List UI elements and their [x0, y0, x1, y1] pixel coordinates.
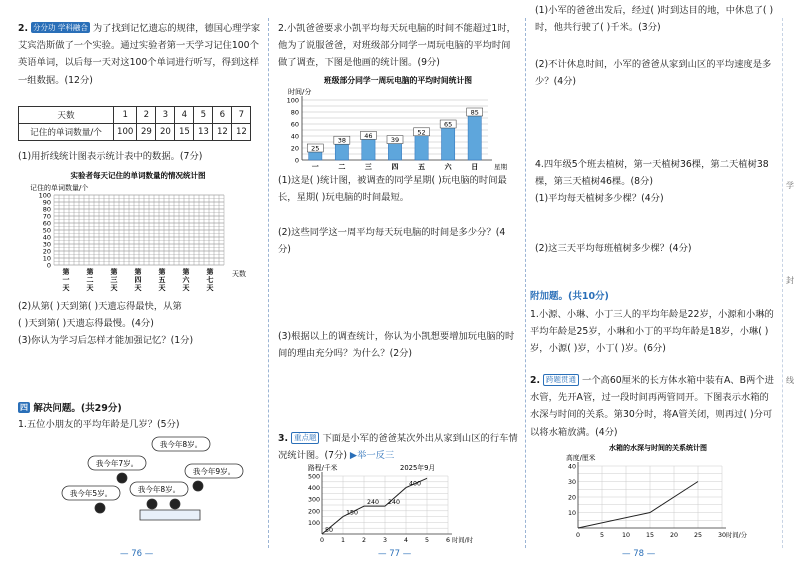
grid-y-tick: 0	[46, 261, 51, 270]
grid-x-tick: 天	[206, 284, 214, 292]
binding-char: 封	[786, 276, 794, 285]
children-illustration	[60, 434, 250, 524]
y-tick-label: 0	[294, 156, 299, 165]
bar	[468, 109, 481, 160]
table-cell: 7	[232, 107, 251, 124]
grid-y-tick: 80	[42, 205, 51, 214]
page-number: — 78 —	[622, 549, 656, 559]
x-tick-label: 6	[445, 537, 451, 544]
grid-x-ticks	[63, 267, 214, 292]
question-text: 下面是小军的爸爸某次外出从家到山区的行车情况统计图。(7分)	[278, 433, 518, 462]
x-tick-label: 3	[382, 537, 388, 544]
table-cell: 20	[156, 124, 175, 141]
speech-bubble: 我今年8岁。	[159, 440, 203, 449]
page-number: — 77 —	[378, 549, 412, 559]
grid-x-tick: 一	[62, 276, 70, 284]
x-tick-label: 30	[717, 532, 727, 539]
blank-line-grid	[18, 168, 263, 293]
table-cell: 5	[194, 107, 213, 124]
x-tick-label: 二	[338, 163, 346, 171]
x-axis-label: 星期	[494, 163, 507, 171]
x-tick-label: 1	[340, 537, 346, 544]
grid-y-label: 记住的单词数量/个	[30, 184, 89, 192]
grid-y-ticks	[39, 192, 51, 270]
y-tick-label: 40	[567, 463, 576, 471]
x-tick-label: 一	[311, 163, 319, 171]
subquestion-2-2	[18, 298, 263, 332]
question-2-left	[18, 20, 263, 89]
section-icon: 四	[20, 403, 28, 412]
binding-char: 线	[786, 376, 794, 385]
y-tick-label: 20	[290, 144, 299, 153]
question-number: 3.	[278, 433, 289, 444]
x-tick-label: 25	[693, 532, 703, 539]
chart-title: 2025年9月	[400, 464, 436, 472]
page-number: — 76 —	[120, 549, 154, 559]
data-label: 50	[325, 527, 334, 534]
y-tick-label: 30	[567, 479, 576, 486]
y-tick-label: 300	[307, 496, 320, 504]
column-divider	[525, 18, 526, 548]
y-tick-label: 500	[307, 473, 320, 481]
x-axis-label: 时间/时	[452, 537, 474, 544]
y-tick-label: 20	[567, 494, 576, 502]
grid-x-tick: 二	[86, 276, 94, 284]
bonus-question-1: 1.小源、小琳、小丁三人的平均年龄是22岁，小源和小琳的平均年龄是25岁，小琳和小丁的平均年龄是18岁，小琳( )岁，小源( )岁，小丁( )岁。(6分)	[530, 309, 774, 355]
data-label: 25	[311, 144, 320, 153]
grid-x-tick: 天	[62, 284, 70, 292]
table-cell: 12	[213, 124, 232, 141]
grid-y-tick: 90	[42, 198, 51, 207]
grid-x-tick: 第	[158, 268, 166, 276]
table-cell: 12	[232, 124, 251, 141]
trip-line-chart	[300, 462, 474, 544]
y-axis-label: 路程/千米	[308, 464, 338, 472]
question-1-left: 1.五位小朋友的平均年龄是几岁？(5分)	[18, 419, 180, 430]
data-label: 65	[444, 120, 453, 129]
grid-y-tick: 70	[42, 212, 51, 221]
speech-bubble: 我今年8岁。	[137, 485, 181, 494]
x-tick-label: 10	[621, 532, 631, 539]
column-divider	[268, 18, 269, 548]
bonus-header: 附加题。(共10分)	[530, 291, 609, 302]
subquestion-2-right: (2)不计休息时间，小军的爸爸从家到山区的平均速度是多少？(4分)	[535, 59, 772, 88]
y-axis-label: 时间/分	[288, 88, 312, 96]
x-axis-label: 时间/分	[726, 532, 748, 539]
data-label: 85	[470, 108, 479, 117]
grid-x-tick: 第	[134, 268, 142, 276]
y-tick-label: 40	[290, 132, 299, 141]
grid-title: 实验者每天记住的单词数量的情况统计图	[70, 171, 206, 180]
question-3-mid	[278, 430, 518, 464]
question-number: 2.	[530, 375, 541, 386]
subquestion-1-right: (1)小军的爸爸出发后，经过( )时到达目的地，中休息了( )时，他共行驶了( )千米。(3分)	[535, 5, 774, 34]
text-line: (2)从第( )天到第( )天遗忘得最快，从第	[18, 301, 182, 312]
data-label: 240	[388, 499, 401, 507]
grid-x-tick: 天	[134, 284, 142, 292]
x-tick-label: 日	[471, 163, 479, 171]
x-tick-label: 4	[403, 537, 409, 544]
grid-x-tick: 第	[182, 268, 190, 276]
speech-bubble: 我今年7岁。	[95, 459, 139, 468]
section-title: 解决问题。(共29分)	[33, 403, 122, 414]
data-label: 39	[390, 136, 400, 145]
table-cell: 13	[194, 124, 213, 141]
data-label: 400	[409, 480, 422, 488]
grid-x-tick: 天	[86, 284, 94, 292]
x-tick-label: 20	[669, 532, 679, 539]
grid-y-tick: 30	[42, 240, 51, 249]
forgetting-table	[18, 106, 251, 141]
x-tick-label: 四	[391, 163, 399, 171]
x-tick-label: 六	[444, 163, 452, 171]
grid-x-label: 天数	[232, 270, 246, 278]
y-tick-label: 100	[307, 519, 320, 527]
x-tick-label: 0	[575, 532, 581, 539]
x-tick-label: 五	[418, 163, 426, 171]
subquestion-4-1: (1)平均每天植树多少棵？(4分)	[535, 193, 664, 204]
data-label: 150	[346, 509, 359, 517]
y-tick-label: 80	[290, 108, 299, 117]
subquestion-2-1: (1)用折线统计图表示统计表中的数据。(7分)	[18, 151, 203, 162]
grid-y-tick: 50	[42, 226, 51, 235]
x-tick-label: 0	[319, 537, 325, 544]
section-header	[18, 400, 122, 414]
x-tick-label: 5	[599, 532, 605, 539]
grid-y-tick: 60	[42, 219, 51, 228]
speech-bubble: 我今年5岁。	[69, 489, 113, 498]
subquestion-1-mid: (1)这是( )统计图，被调查的同学星期( )玩电脑的时间最长，星期( )玩电脑的时间最短。	[278, 175, 507, 204]
link-text[interactable]: ▶举一反三	[349, 450, 395, 462]
binding-char: 学	[786, 181, 794, 190]
y-tick-label: 400	[307, 485, 320, 493]
grid-x-tick: 天	[182, 284, 190, 292]
x-tick-label: 三	[364, 163, 372, 171]
x-tick-label: 15	[645, 532, 655, 539]
table-cell: 6	[213, 107, 232, 124]
grid-x-tick: 第	[110, 268, 118, 276]
x-tick-label: 5	[424, 537, 430, 544]
table-cell: 天数	[19, 107, 114, 124]
subject-tag: 分分功 学科融合	[32, 23, 88, 32]
cross-topic-tag: 跨题贯通	[543, 374, 579, 386]
data-label: 46	[364, 131, 373, 140]
subquestion-2-mid: (2)这些同学这一周平均每天玩电脑的时间是多少分？(4分)	[278, 227, 506, 256]
text-line: ( )天到第( )天遗忘得最慢。(4分)	[18, 318, 154, 330]
table-cell: 4	[175, 107, 194, 124]
grid-x-tick: 天	[158, 284, 166, 292]
grid-y-tick: 100	[38, 191, 51, 200]
y-tick-label: 100	[286, 96, 299, 105]
y-tick-label: 200	[307, 508, 320, 516]
table-cell: 2	[137, 107, 156, 124]
data-label: 240	[367, 499, 380, 507]
grid-x-tick: 天	[110, 284, 118, 292]
table-cell: 1	[114, 107, 137, 124]
table-cell: 29	[137, 124, 156, 141]
grid-x-tick: 第	[86, 268, 94, 276]
table-cell: 记住的单词数量/个	[19, 124, 114, 141]
y-tick-label: 10	[567, 510, 576, 517]
grid-x-tick: 五	[158, 276, 166, 284]
binding-line	[782, 18, 783, 548]
subquestion-3-mid: (3)根据以上的调查统计，你认为小凯想要增加玩电脑的时间的理由充分吗？为什么？(2分)	[278, 331, 515, 360]
bar-chart	[278, 74, 518, 172]
grid-x-tick: 四	[134, 276, 142, 284]
chart-title: 班级部分同学一周玩电脑的平均时间统计图	[323, 76, 473, 85]
y-axis-label: 高度/厘米	[566, 454, 596, 462]
grid-x-tick: 七	[206, 276, 214, 284]
grid-y-tick: 40	[42, 233, 51, 242]
grid-lines	[54, 195, 224, 265]
question-2-mid: 2.小凯爸爸要求小凯平均每天玩电脑的时间不能超过1时，他为了说服爸爸，对班级部分同学一周玩电脑的平均时间做了调查，下图是他画的统计图。(9分)	[278, 23, 516, 69]
grid-y-tick: 10	[42, 254, 51, 263]
chart-title: 水箱的水深与时间的关系统计图	[609, 444, 707, 452]
subquestion-4-2: (2)这三天平均每班植树多少棵？(4分)	[535, 243, 692, 254]
table-cell: 3	[156, 107, 175, 124]
table-cell: 100	[114, 124, 137, 141]
table-cell: 15	[175, 124, 194, 141]
speech-bubble: 我今年9岁。	[192, 467, 236, 476]
grid-x-tick: 六	[182, 276, 190, 284]
grid-x-tick: 第	[62, 268, 70, 276]
bonus-question-2	[530, 372, 775, 441]
question-number: 2.	[18, 23, 29, 34]
grid-y-tick: 20	[42, 247, 51, 256]
question-text: 一个高60厘米的长方体水箱中装有A、B两个进水管，先开A管，过一段时间再两管同开。下图表示水箱的水深与时间的关系。第30分时，将A管关闭，则再过( )分可以将水箱放满。(4分)	[530, 375, 774, 438]
key-tag: 重点题	[291, 432, 320, 444]
question-text: 为了找到记忆遗忘的规律，德国心理学家艾宾浩斯做了一个实验。通过实验者第一天学习记住100个英语单词，以后每一天对这100个单词进行听写，得到这样一组数据。(12分)	[18, 23, 261, 86]
tank-line-chart	[558, 442, 758, 540]
grid-x-tick: 第	[206, 268, 214, 276]
y-tick-label: 60	[290, 120, 299, 129]
data-label: 52	[417, 128, 426, 137]
grid-x-tick: 三	[110, 276, 118, 284]
data-label: 38	[337, 136, 346, 145]
question-4: 4.四年级5个班去植树，第一天植树36棵，第二天植树38棵，第三天植树46棵。(8分)	[535, 159, 769, 188]
subquestion-2-3: (3)你认为学习后怎样才能加强记忆？(1分)	[18, 335, 194, 346]
x-tick-label: 2	[361, 537, 367, 544]
